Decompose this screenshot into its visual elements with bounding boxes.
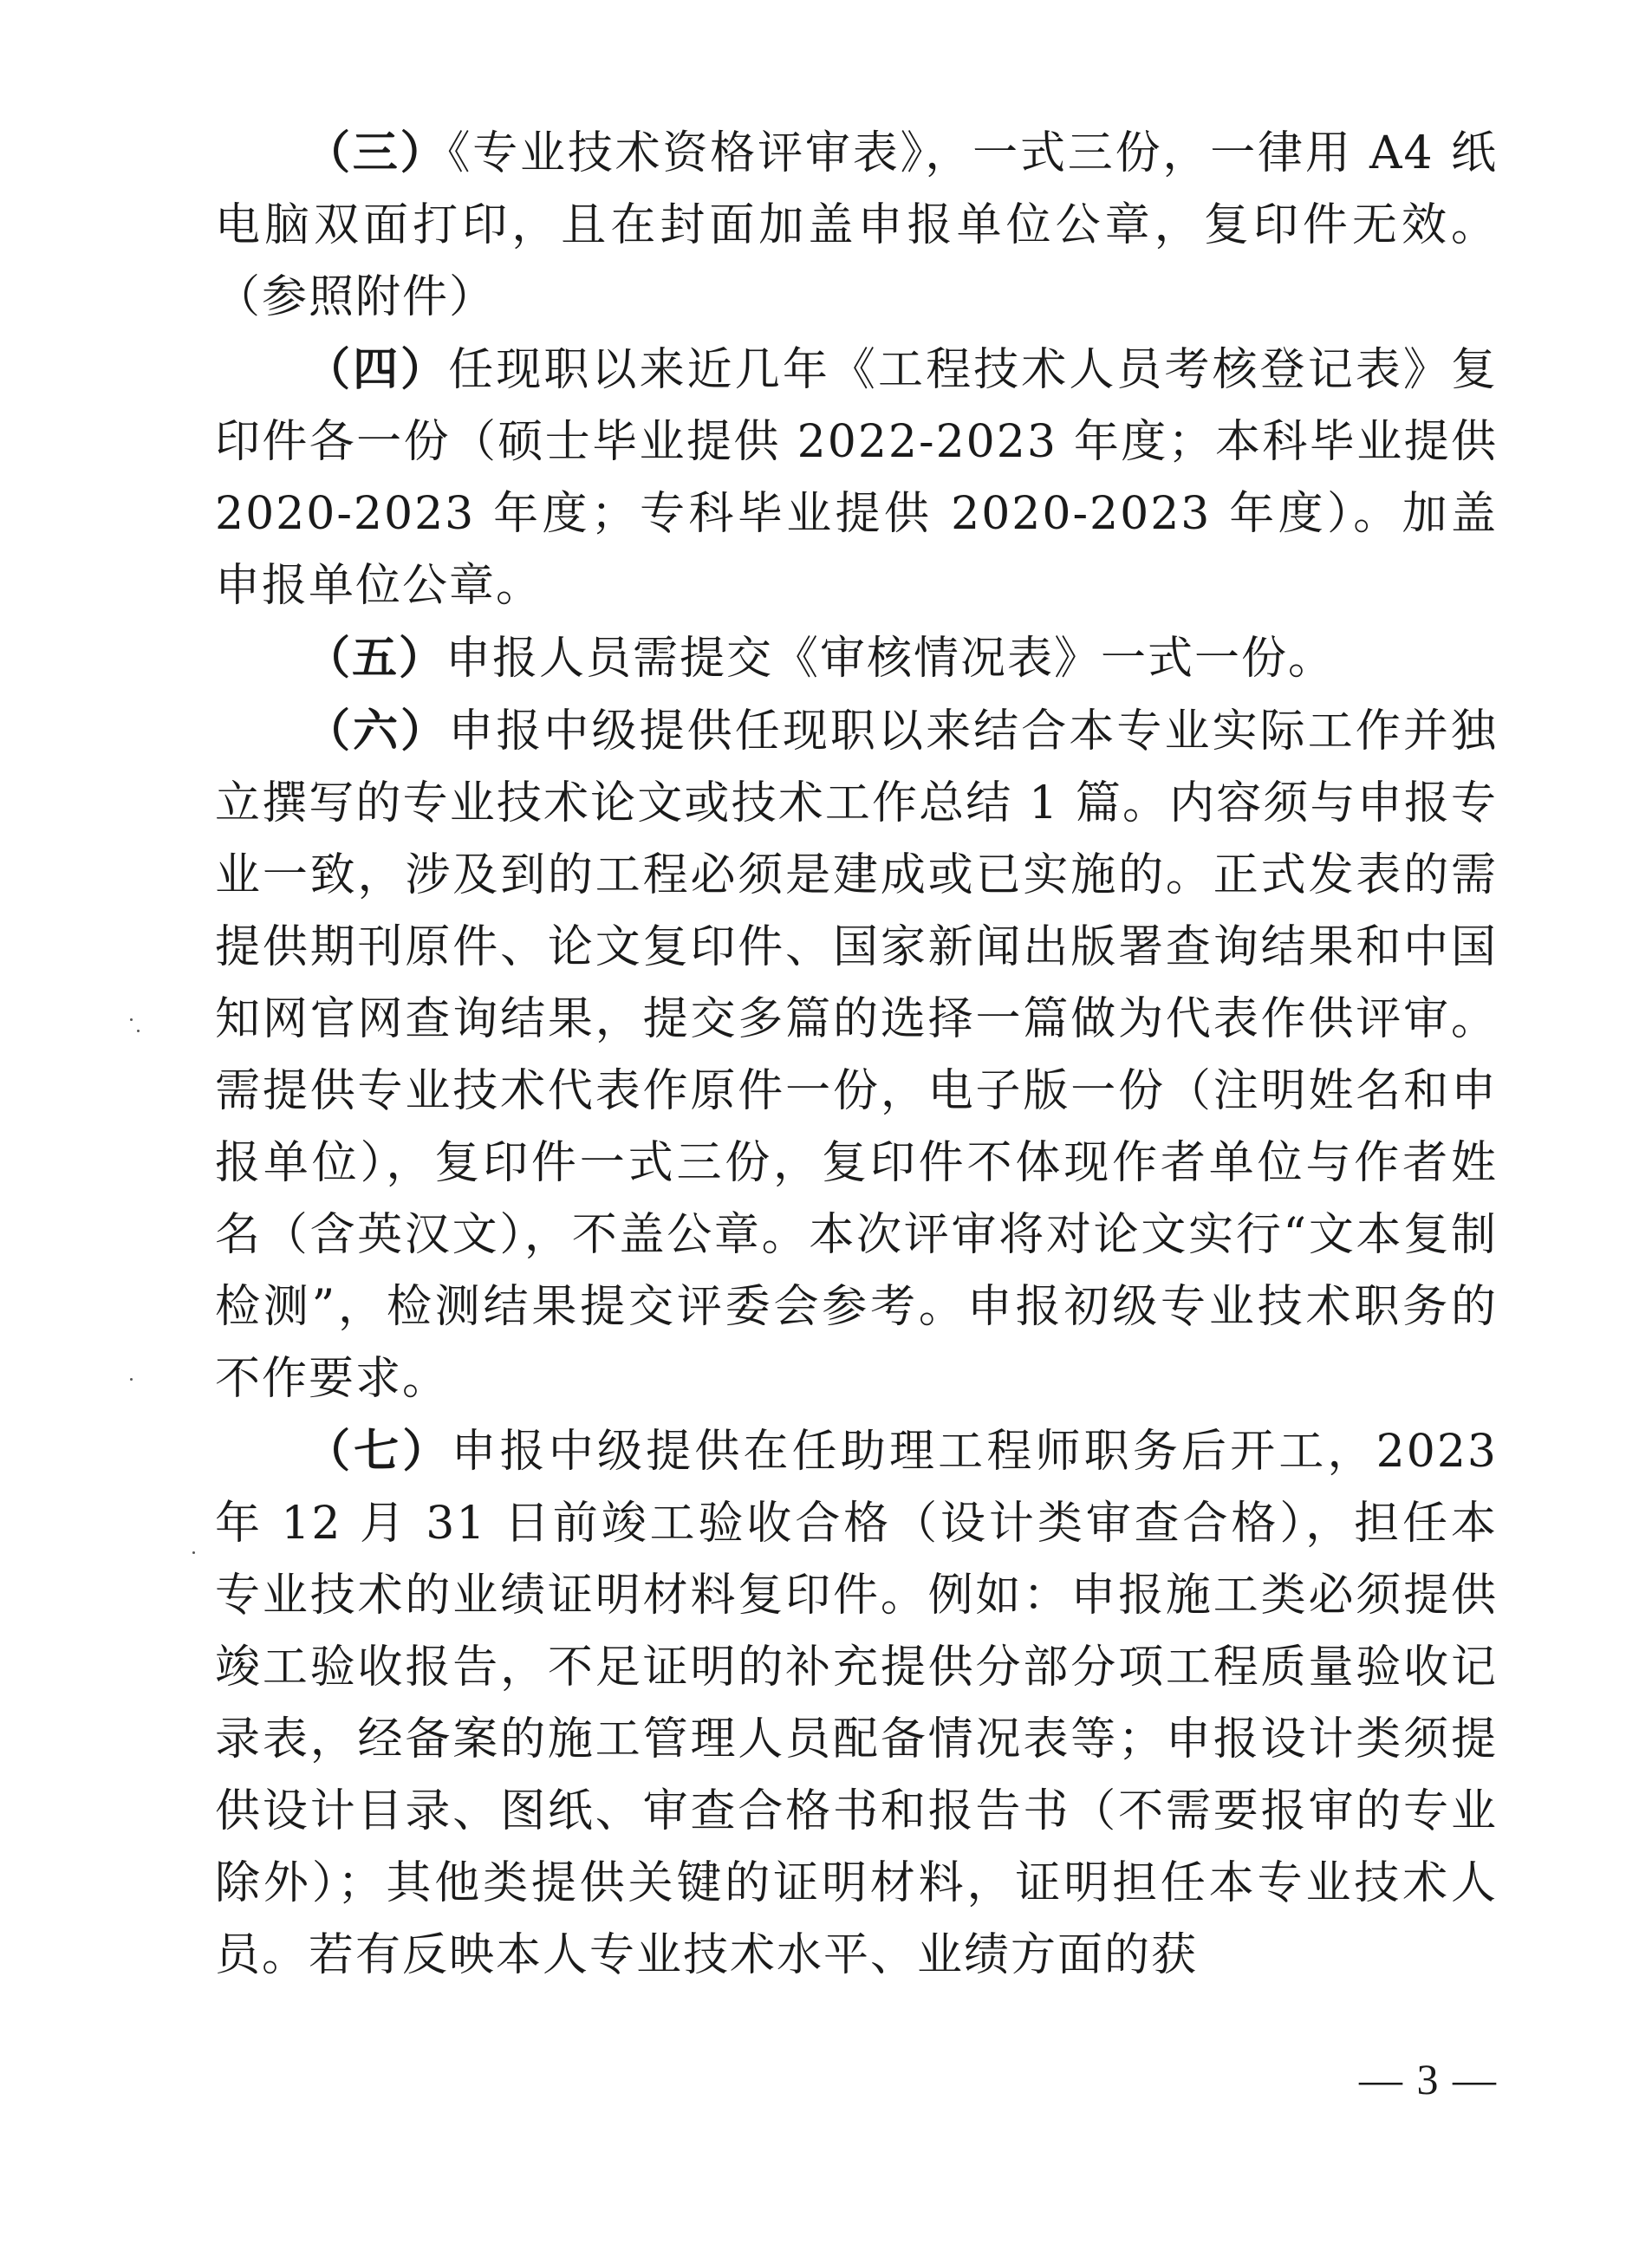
paragraph-number: （五）	[305, 632, 446, 685]
document-body	[215, 117, 1498, 1992]
scan-speck	[130, 1378, 133, 1381]
paragraph-text: 申报中级提供任现职以来结合本专业实际工作并独立撰写的专业技术论文或技术工作总结 1 篇。内容须与申报专业一致，涉及到的工程必须是建成或已实施的。正式发表的需提供期刊原件、论文复印件、国家新闻出版署查询结果和中国知网官网查询结果，提交多篇的选择一篇做为代表作供评审。需提供专业技术代表作原件一份，电子版一份（注明姓名和申报单位），复印件一式三份，复印件不体现作者单位与作者姓名（含英汉文），不盖公章。本次评审将对论文实行“文本复制检测”，检测结果提交评委会参考。申报初级专业技术职务的不作要求。	[215, 705, 1498, 1405]
paragraph-5	[215, 622, 1498, 695]
paragraph-number: （三）	[305, 127, 448, 179]
paragraph-text: 申报人员需提交《审核情况表》一式一份。	[446, 633, 1336, 685]
paragraph-number: （四）	[305, 343, 449, 396]
paragraph-6	[215, 695, 1498, 1415]
paragraph-text: 任现职以来近几年《工程技术人员考核登记表》复印件各一份（硕士毕业提供 2022-2023 年度；本科毕业提供 2020-2023 年度；专科毕业提供 2020-2023 年度）。加盖申报单位公章。	[215, 344, 1498, 612]
scan-speck	[130, 1018, 133, 1021]
paragraph-text: 《专业技术资格评审表》，一式三份，一律用 A4 纸电脑双面打印，且在封面加盖申报单位公章，复印件无效。（参照附件）	[215, 127, 1498, 323]
paragraph-text: 申报中级提供在任助理工程师职务后开工，2023 年 12 月 31 日前竣工验收合格（设计类审查合格），担任本专业技术的业绩证明材料复印件。例如：申报施工类必须提供竣工验收报告，不足证明的补充提供分部分项工程质量验收记录表，经备案的施工管理人员配备情况表等；申报设计类须提供设计目录、图纸、审查合格书和报告书（不需要报审的专业除外）；其他类提供关键的证明材料，证明担任本专业技术人员。若有反映本人专业技术水平、业绩方面的获	[215, 1426, 1498, 1981]
paragraph-4	[215, 334, 1498, 622]
scan-speck	[192, 1551, 195, 1554]
paragraph-7	[215, 1415, 1498, 1992]
page-number: — 3 —	[1359, 2055, 1498, 2103]
paragraph-number: （七）	[305, 1425, 452, 1478]
paragraph-number: （六）	[305, 705, 449, 757]
paragraph-3	[215, 117, 1498, 334]
scan-speck	[137, 1030, 140, 1032]
